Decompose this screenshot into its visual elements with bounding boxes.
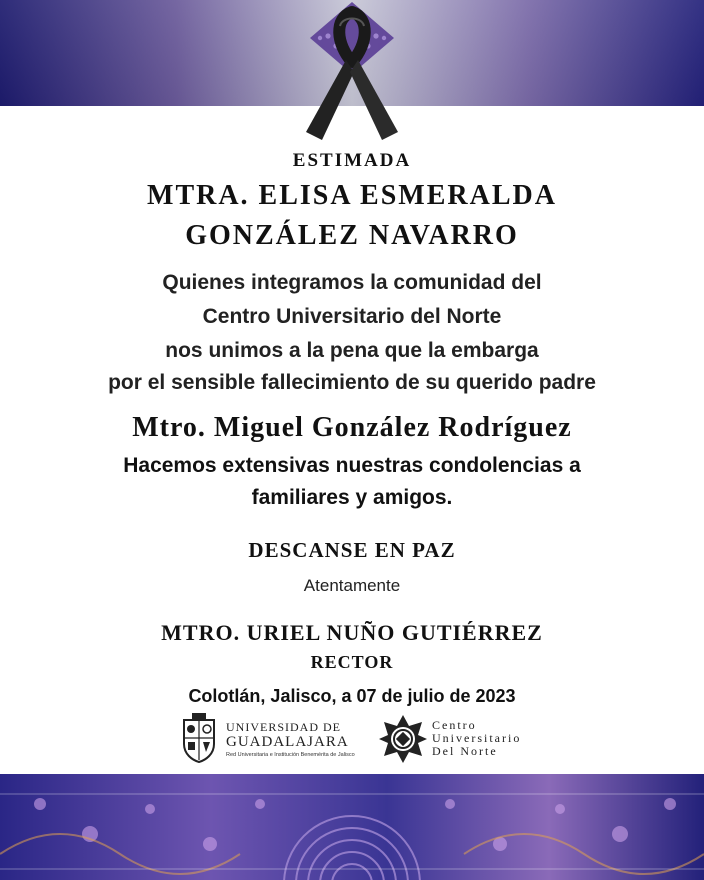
cun-line1: Centro — [432, 718, 477, 732]
message-line2: Centro Universitario del Norte — [202, 305, 502, 328]
greeting: ESTIMADA — [292, 150, 412, 171]
udg-line1: UNIVERSIDAD DE — [226, 720, 341, 734]
signer-title: RECTOR — [310, 652, 394, 672]
place-date: Colotlán, Jalisco, a 07 de julio de 2023 — [188, 686, 516, 706]
message-line1: Quienes integramos la comunidad del — [162, 271, 542, 294]
regards: Atentamente — [303, 576, 401, 595]
condolences-line2: familiares y amigos. — [251, 486, 453, 509]
deceased-name: Mtro. Miguel González Rodríguez — [132, 412, 572, 443]
udg-line3: Red Universitaria e Institución Benemérita de Jalisco — [226, 752, 355, 758]
udg-crest-icon — [180, 712, 218, 764]
message-line4: por el sensible fallecimiento de su querido padre — [108, 371, 596, 394]
bottom-decorative-band — [0, 774, 704, 880]
udg-logo — [180, 712, 355, 764]
cun-line3: Del Norte — [432, 744, 498, 758]
udg-line2: GUADALAJARA — [226, 734, 349, 750]
condolences-line1: Hacemos extensivas nuestras condolencias a — [123, 454, 581, 477]
cun-emblem-icon — [378, 714, 428, 764]
signer-name: MTRO. URIEL NUÑO GUTIÉRREZ — [161, 620, 543, 645]
recipient-name-line2: GONZÁLEZ NAVARRO — [185, 220, 519, 251]
cun-line2: Universitario — [432, 731, 522, 745]
rest-in-peace: DESCANSE EN PAZ — [248, 538, 456, 562]
mourning-ribbon-icon — [296, 0, 408, 150]
message-line3: nos unimos a la pena que la embarga — [165, 339, 539, 362]
cun-logo — [378, 714, 538, 764]
recipient-name-line1: MTRA. ELISA ESMERALDA — [147, 180, 557, 211]
